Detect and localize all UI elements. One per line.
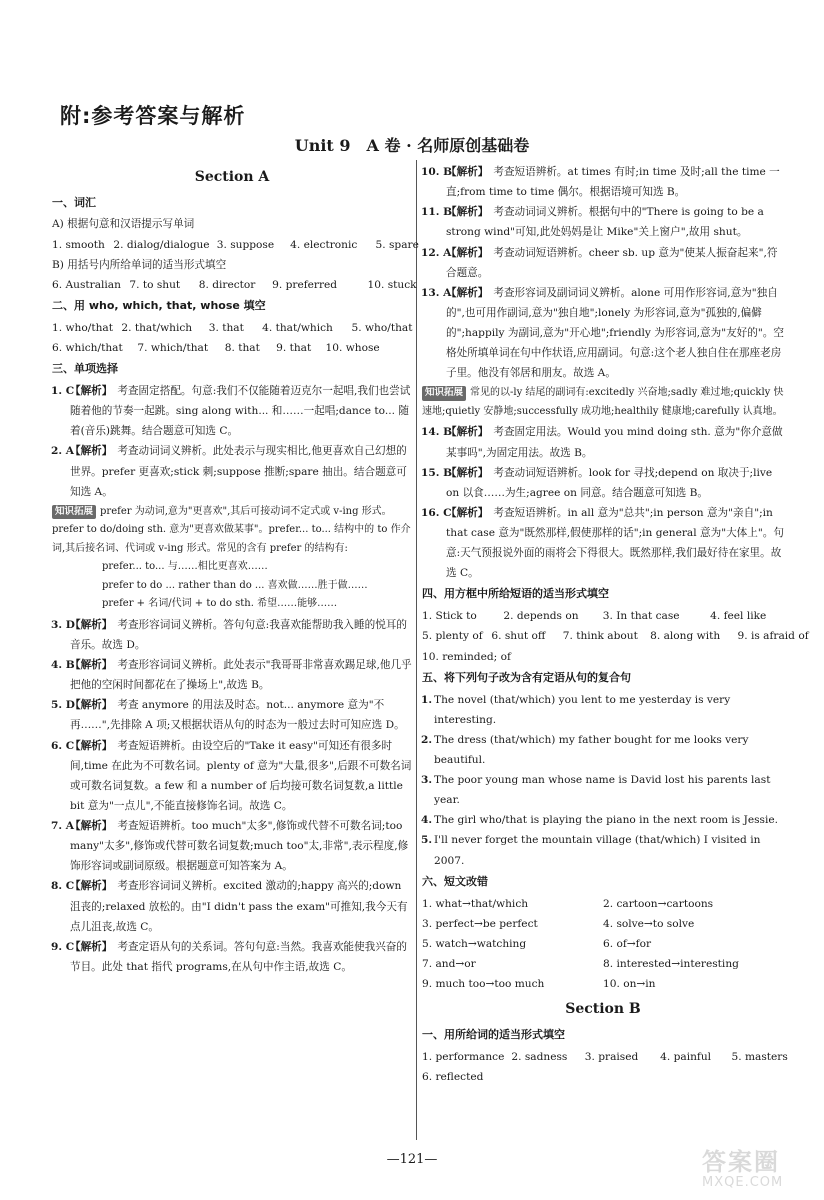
explanation-text: 考查短语辨析。由设空后的"Take it easy"可知还有很多时间,time 在此为不可数名词。plenty of 意为"大量,很多",后跟不可数名词或可数名词复数。a few 和 a number of 后均接可数名词复数,a little bit 意为"一点儿",不能直接修饰名词。故选 C。 (70, 739, 412, 812)
question-number: 5. D (51, 699, 75, 712)
explanation-9 (52, 937, 412, 977)
phrase-heading: 四、用方框中所给短语的适当形式填空 (422, 587, 609, 601)
question-number: 9. C (51, 940, 75, 953)
answer-item: 7. think about (562, 630, 638, 643)
answer-item: 7. to shut (129, 278, 181, 291)
analysis-tag: 【解析】 (446, 506, 489, 519)
answer-item: 4. electronic (290, 238, 358, 251)
explanation-16 (422, 503, 784, 584)
answer-item: 1. Stick to (422, 610, 477, 623)
analysis-tag: 【解析】 (70, 739, 113, 752)
answer-item: 10. reminded; of (422, 650, 511, 663)
explanation-text: 考查形容词词义辨析。此处表示"我哥哥非常喜欢踢足球,他几乎把他的空闲时间都花在了操场上",故选 B。 (70, 659, 412, 692)
relative-answers-1 (52, 318, 412, 338)
correction-item: 8. interested→interesting (603, 957, 739, 970)
page-number: —121— (386, 1152, 438, 1167)
sentence-number: 2. (421, 733, 433, 746)
analysis-tag: 【解析】 (70, 445, 113, 458)
question-number: 8. C (51, 880, 75, 893)
analysis-tag: 【解析】 (446, 206, 489, 219)
correction-item: 7. and→or (422, 957, 476, 970)
analysis-tag: 【解析】 (70, 880, 113, 893)
explanation-text: 考查短语辨析。too much"太多",修饰或代替不可数名词;too many"太多",修饰或代替可数名词复数;much too"太,非常",表示程度,修饰形容词或副词原级。根据题意可知答案为 A。 (70, 820, 409, 873)
knowledge-line: prefer... to... 与……相比更喜欢…… (102, 561, 268, 573)
question-number: 11. B (421, 206, 453, 219)
answer-item: 8. along with (650, 630, 721, 643)
answer-item: 3. that (208, 321, 244, 334)
answer-item: 9. that (276, 342, 312, 354)
explanation-text: 考查短语辨析。at times 有时;in time 及时;all the time 一直;from time to time 偶尔。根据语境可知选 B。 (446, 166, 780, 199)
correction-item: 3. perfect→be perfect (422, 917, 538, 930)
answer-item: 5. plenty of (422, 630, 483, 643)
explanation-8 (52, 876, 412, 936)
correction-item: 6. of→for (603, 937, 652, 950)
explanation-14 (422, 422, 784, 462)
knowledge-line: prefer to do ... rather than do ... 喜欢做……胜于做…… (102, 579, 368, 591)
question-number: 7. A (51, 820, 74, 833)
explanation-15 (422, 463, 784, 503)
answer-item: 5. spare (375, 238, 419, 251)
answer-item: 10. whose (325, 342, 380, 354)
explanation-text: 考查形容词及副词词义辨析。alone 可用作形容词,意为"独自的",也可用作副词,意为"独自地";lonely 为形容词,意为"孤独的,偏僻的";happily 为副词,意为"开心地";friendly 为形容词,意为"友好的"。空格处所填单词在句中作状语,应用副词。句意:这个老人独自住在那座老房子里。他没有邻居和朋友。故选 A。 (446, 286, 784, 380)
answer-item: 6. reflected (422, 1070, 484, 1083)
analysis-tag: 【解析】 (70, 940, 113, 953)
fill-answers-2 (422, 1067, 784, 1087)
explanation-text: 考查短语辨析。in all 意为"总共";in person 意为"亲自";in that case 意为"既然那样,假使那样的话";in general 意为"大体上"。句意:天气预报说外面的雨将会下得很大。既然那样,我们最好待在家里。故选 C。 (446, 506, 784, 580)
vocab-a-instruction: A) 根据句意和汉语提示写单词 (52, 218, 195, 231)
answer-item: 3. praised (584, 1050, 639, 1063)
correction-item: 10. on→in (603, 978, 656, 991)
column-divider (416, 160, 417, 1140)
vocab-a-answers (52, 235, 419, 255)
explanation-text: 考查动词词义辨析。此处表示与现实相比,他更喜欢自己幻想的世界。prefer 更喜欢;stick 刺;suppose 推断;spare 抽出。结合题意可知选 A。 (70, 445, 407, 498)
sentence-text: The novel (that/which) you lent to me yesterday is very interesting. (434, 693, 731, 726)
correction-item: 5. watch→watching (422, 937, 527, 950)
sentence-text: The poor young man whose name is David lost his parents last year. (434, 774, 771, 807)
sentence-number: 5. (421, 834, 433, 847)
unit-title: Unit 9 A 卷 · 名师原创基础卷 (294, 136, 530, 155)
knowledge-line: prefer + 名词/代词 + to do sth. 希望……能够…… (102, 598, 338, 610)
knowledge-box-adverbs (422, 384, 784, 421)
question-number: 2. A (51, 445, 74, 458)
analysis-tag: 【解析】 (70, 699, 113, 712)
section-a-heading: Section A (194, 169, 270, 185)
explanation-text: 考查形容词词义辨析。excited 激动的;happy 高兴的;down 沮丧的;relaxed 放松的。由"I didn't pass the exam"可推知,我今天有点儿沮丧,故选 C。 (70, 880, 408, 933)
answer-item: 1. who/that (52, 321, 113, 334)
phrase-answers-2 (422, 626, 809, 646)
analysis-tag: 【解析】 (70, 659, 113, 672)
answer-item: 4. feel like (710, 610, 767, 623)
watermark-text: 答案圈 (702, 1148, 780, 1176)
fill-heading: 一、用所给词的适当形式填空 (422, 1027, 565, 1041)
question-number: 6. C (51, 739, 75, 752)
combined-sentence (422, 770, 784, 810)
explanation-11 (422, 202, 784, 242)
analysis-tag: 【解析】 (70, 618, 113, 631)
explanation-text: 考查定语从句的关系词。答句句意:当然。我喜欢能使我兴奋的节目。此处 that 指代 programs,在从句中作主语,故选 C。 (70, 940, 407, 973)
knowledge-label: 知识拓展 (422, 386, 466, 400)
knowledge-text: prefer 为动词,意为"更喜欢",其后可接动词不定式或 v-ing 形式。prefer to do/doing sth. 意为"更喜欢做某事"。prefer... to... 结构中的 to 作介词,其后接名词、代词或 v-ing 形式。常见的含有 prefer 的结构有: (52, 505, 411, 554)
explanation-text: 考查形容词词义辨析。答句句意:我喜欢能帮助我入睡的悦耳的音乐。故选 D。 (70, 618, 407, 651)
combined-sentence (422, 830, 784, 870)
combine-heading: 五、将下列句子改为含有定语从句的复合句 (422, 670, 631, 684)
knowledge-label: 知识拓展 (52, 505, 96, 519)
question-number: 16. C (421, 506, 452, 519)
explanation-3 (52, 615, 412, 655)
question-number: 10. B (421, 166, 453, 178)
sentence-text: The girl who/that is playing the piano in the next room is Jessie. (434, 814, 778, 827)
analysis-tag: 【解析】 (446, 466, 489, 479)
question-number: 3. D (51, 618, 75, 631)
relative-answers-2 (52, 338, 412, 358)
error-correction-heading: 六、短文改错 (422, 874, 488, 888)
analysis-tag: 【解析】 (446, 426, 489, 439)
answer-item: 2. dialog/dialogue (113, 238, 210, 251)
answer-item: 4. painful (660, 1050, 712, 1063)
answer-item: 8. that (224, 342, 260, 354)
question-number: 14. B (421, 426, 453, 439)
analysis-tag: 【解析】 (70, 820, 113, 833)
explanation-text: 考查固定搭配。句意:我们不仅能随着迈克尔一起唱,我们也尝试随着他的节奏一起跳。sing along with... 和……一起唱;dance to... 随着(音乐)跳舞。结合题意可知选 C。 (70, 385, 411, 438)
answer-item: 2. that/which (121, 321, 193, 334)
explanation-4 (52, 655, 412, 695)
question-number: 15. B (421, 466, 453, 479)
combined-sentence (422, 810, 784, 830)
sentence-text: The dress (that/which) my father bought for me looks very beautiful. (434, 733, 749, 766)
knowledge-text: 常见的以-ly 结尾的副词有:excitedly 兴奋地;sadly 难过地;quickly 快速地;quietly 安静地;successfully 成功地;healthily 健康地;carefully 认真地。 (422, 387, 784, 417)
phrase-answers-3 (422, 647, 784, 667)
sentence-number: 4. (421, 814, 433, 827)
fill-answers-1 (422, 1047, 788, 1067)
explanation-5 (52, 695, 412, 735)
right-column (421, 162, 809, 1087)
phrase-answers-1 (422, 606, 784, 626)
left-column (51, 162, 419, 977)
vocab-b-answers (52, 275, 417, 295)
main-title: 附:参考答案与解析 (60, 104, 246, 128)
explanation-text: 考查动词短语辨析。look for 寻找;depend on 取决于;live on 以食……为生;agree on 同意。结合题意可知选 B。 (446, 466, 773, 499)
analysis-tag: 【解析】 (70, 385, 113, 398)
answer-item: 1. smooth (52, 238, 105, 251)
answer-item: 2. depends on (503, 610, 579, 623)
answer-item: 6. which/that (52, 342, 123, 354)
combined-sentence (422, 730, 784, 770)
analysis-tag: 【解析】 (446, 286, 489, 299)
answer-item: 2. sadness (511, 1050, 568, 1063)
sentence-text: I'll never forget the mountain village (that/which) I visited in 2007. (434, 834, 761, 867)
answer-item: 3. In that case (602, 610, 680, 623)
question-number: 13. A (421, 286, 452, 299)
explanation-12 (422, 243, 784, 283)
answer-item: 1. performance (422, 1050, 505, 1063)
combined-sentence (422, 690, 784, 730)
explanation-text: 考查动词词义辨析。根据句中的"There is going to be a strong wind"可知,此处妈妈是让 Mike"关上窗户",故用 shut。 (446, 206, 764, 239)
analysis-tag: 【解析】 (446, 166, 489, 178)
sentence-number: 1. (421, 693, 433, 706)
knowledge-box-prefer (52, 503, 412, 614)
error-correction-grid (422, 894, 784, 995)
answer-item: 3. suppose (216, 238, 275, 251)
explanation-text: 考查固定用法。Would you mind doing sth. 意为"你介意做某事吗",为固定用法。故选 B。 (446, 426, 783, 459)
explanation-7 (52, 816, 412, 876)
answer-item: 9. is afraid of (737, 630, 809, 643)
relative-heading: 二、用 who, which, that, whose 填空 (52, 298, 266, 312)
question-number: 4. B (51, 659, 75, 672)
vocab-b-instruction: B) 用括号内所给单词的适当形式填空 (52, 258, 227, 271)
answer-item: 5. who/that (351, 321, 413, 334)
section-b-heading: Section B (565, 1001, 641, 1018)
sentence-number: 3. (421, 774, 433, 787)
correction-item: 2. cartoon→cartoons (603, 897, 714, 910)
watermark-url: MXQE.COM (702, 1175, 784, 1190)
question-number: 12. A (421, 246, 452, 259)
answer-item: 5. masters (731, 1050, 788, 1063)
question-number: 1. C (51, 385, 75, 398)
explanation-13 (422, 283, 784, 384)
watermark-logo (702, 1142, 810, 1194)
explanation-1 (52, 381, 412, 441)
explanation-text: 考查动词短语辨析。cheer sb. up 意为"使某人振奋起来",符合题意。 (446, 246, 778, 279)
answer-item: 8. director (198, 278, 256, 291)
explanation-text: 考查 anymore 的用法及时态。not... anymore 意为"不再……",先排除 A 项;又根据状语从句的时态为一般过去时可知应选 D。 (70, 699, 405, 732)
answer-item: 9. preferred (272, 278, 338, 291)
correction-item: 4. solve→to solve (603, 917, 695, 930)
mc-heading: 三、单项选择 (52, 362, 118, 376)
correction-item: 1. what→that/which (422, 897, 529, 910)
explanation-6 (52, 736, 412, 817)
answer-item: 6. shut off (491, 630, 546, 643)
answer-item: 6. Australian (52, 278, 121, 291)
answer-item: 10. stuck (367, 278, 417, 291)
answer-item: 4. that/which (262, 321, 333, 334)
correction-item: 9. much too→too much (422, 978, 545, 991)
explanation-2 (52, 441, 412, 501)
answer-item: 7. which/that (137, 342, 209, 354)
vocab-heading: 一、词汇 (52, 195, 96, 209)
explanation-10 (422, 162, 784, 202)
analysis-tag: 【解析】 (446, 246, 489, 259)
